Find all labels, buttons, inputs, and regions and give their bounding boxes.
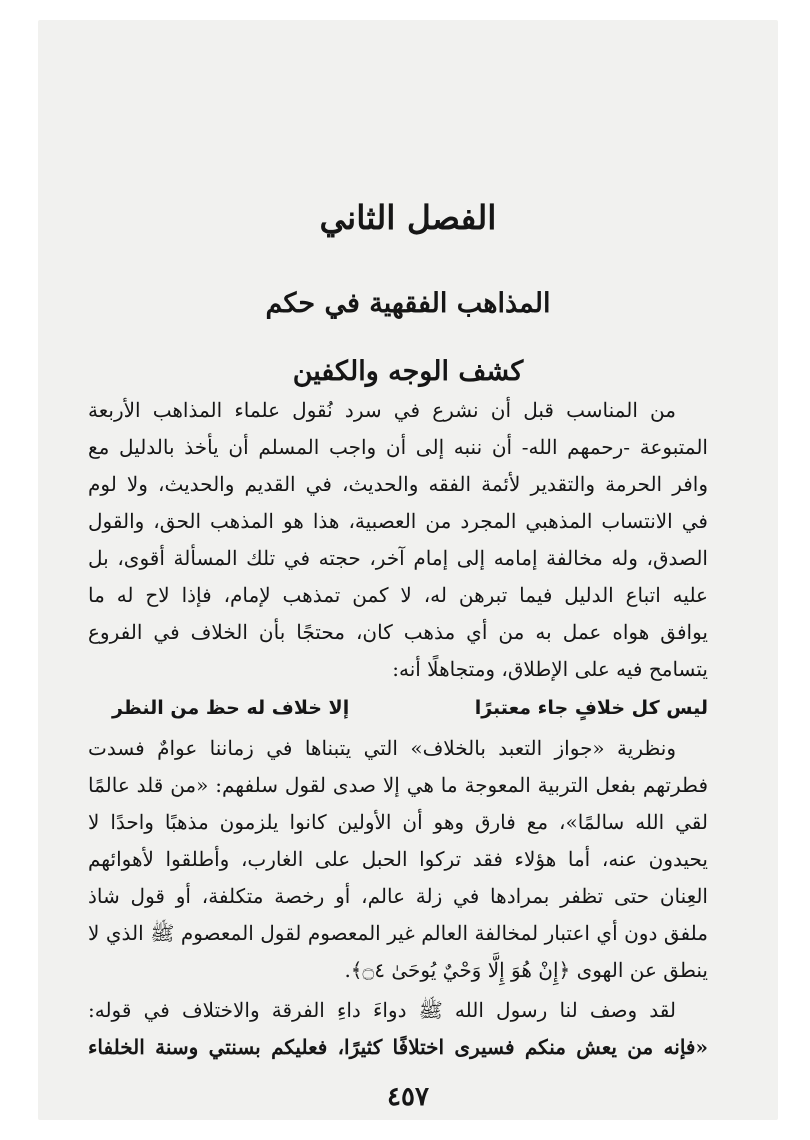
paragraph-2-line: ونظرية «جواز التعبد بالخلاف» التي يتبناها في زماننا عوامٌ فسدت — [88, 736, 676, 760]
paragraph-2-line: العِنان حتى تظفر بمرادها في زلة عالم، أو رخصة متكلفة، أو قول شاذ — [88, 884, 708, 908]
paragraph-1-line: من المناسب قبل أن نشرع في سرد نُقول علماء المذاهب الأربعة — [88, 398, 676, 422]
poetry-verse — [112, 697, 708, 719]
book-page — [38, 20, 778, 1120]
paragraph-1-line: وافر الحرمة والتقدير لأئمة الفقه والحديث، في القديم والحديث، ولا لوم — [88, 472, 708, 496]
verse-first-hemistich: ليس كل خلافٍ جاء معتبرًا — [474, 697, 708, 719]
paragraph-2-line: يحيدون عنه، أما هؤلاء فقد تركوا الحبل على الغارب، وأطلقوا لأهوائهم — [88, 847, 708, 871]
section-subtitle-line-2: كشف الوجه والكفين — [292, 356, 524, 387]
paragraph-3-line: لقد وصف لنا رسول الله ﷺ دواءَ داءِ الفرقة والاختلاف في قوله: — [88, 998, 676, 1022]
page-number: ٤٥٧ — [387, 1082, 429, 1112]
paragraph-2-line: فطرتهم بفعل التربية المعوجة ما هي إلا صدى لقول سلفهم: «من قلد عالمًا — [88, 773, 708, 797]
paragraph-1-line: يتسامح فيه على الإطلاق، ومتجاهلًا أنه: — [392, 657, 708, 681]
paragraph-1-line: المتبوعة -رحمهم الله- أن ننبه إلى أن واجب المسلم أن يأخذ بالدليل مع — [88, 435, 708, 459]
paragraph-1-line: الصدق، وله مخالفة إمامه إلى إمام آخر، حجته في تلك المسألة أقوى، بل — [88, 546, 708, 570]
chapter-title: الفصل الثاني — [319, 198, 497, 237]
verse-second-hemistich: إلا خلاف له حظ من النظر — [112, 697, 350, 719]
paragraph-2-line: لقي الله سالمًا»، مع فارق وهو أن الأولين كانوا يلزمون مذهبًا واحدًا لا — [88, 810, 708, 834]
paragraph-1-line: في الانتساب المذهبي المجرد من العصبية، هذا هو المذهب الحق، والقول — [88, 509, 708, 533]
section-subtitle-line-1: المذاهب الفقهية في حكم — [265, 288, 551, 319]
paragraph-2-line: ينطق عن الهوى ﴿إِنْ هُوَ إِلَّا وَحْيٌ يُوحَىٰ ۝٤﴾. — [344, 958, 708, 982]
paragraph-2-line: ملفق دون أي اعتبار لمخالفة العالم غير المعصوم لقول المعصوم ﷺ الذي لا — [88, 921, 708, 945]
paragraph-1-line: عليه اتباع الدليل فيما تبرهن له، لا كمن تمذهب لإمام، فإذا لاح له ما — [88, 583, 708, 607]
hadith-quote-line: «فإنه من يعش منكم فسيرى اختلافًا كثيرًا، فعليكم بسنتي وسنة الخلفاء — [88, 1035, 708, 1059]
paragraph-1-line: يوافق هواه عمل به من أي مذهب كان، محتجًا بأن الخلاف في الفروع — [88, 620, 708, 644]
